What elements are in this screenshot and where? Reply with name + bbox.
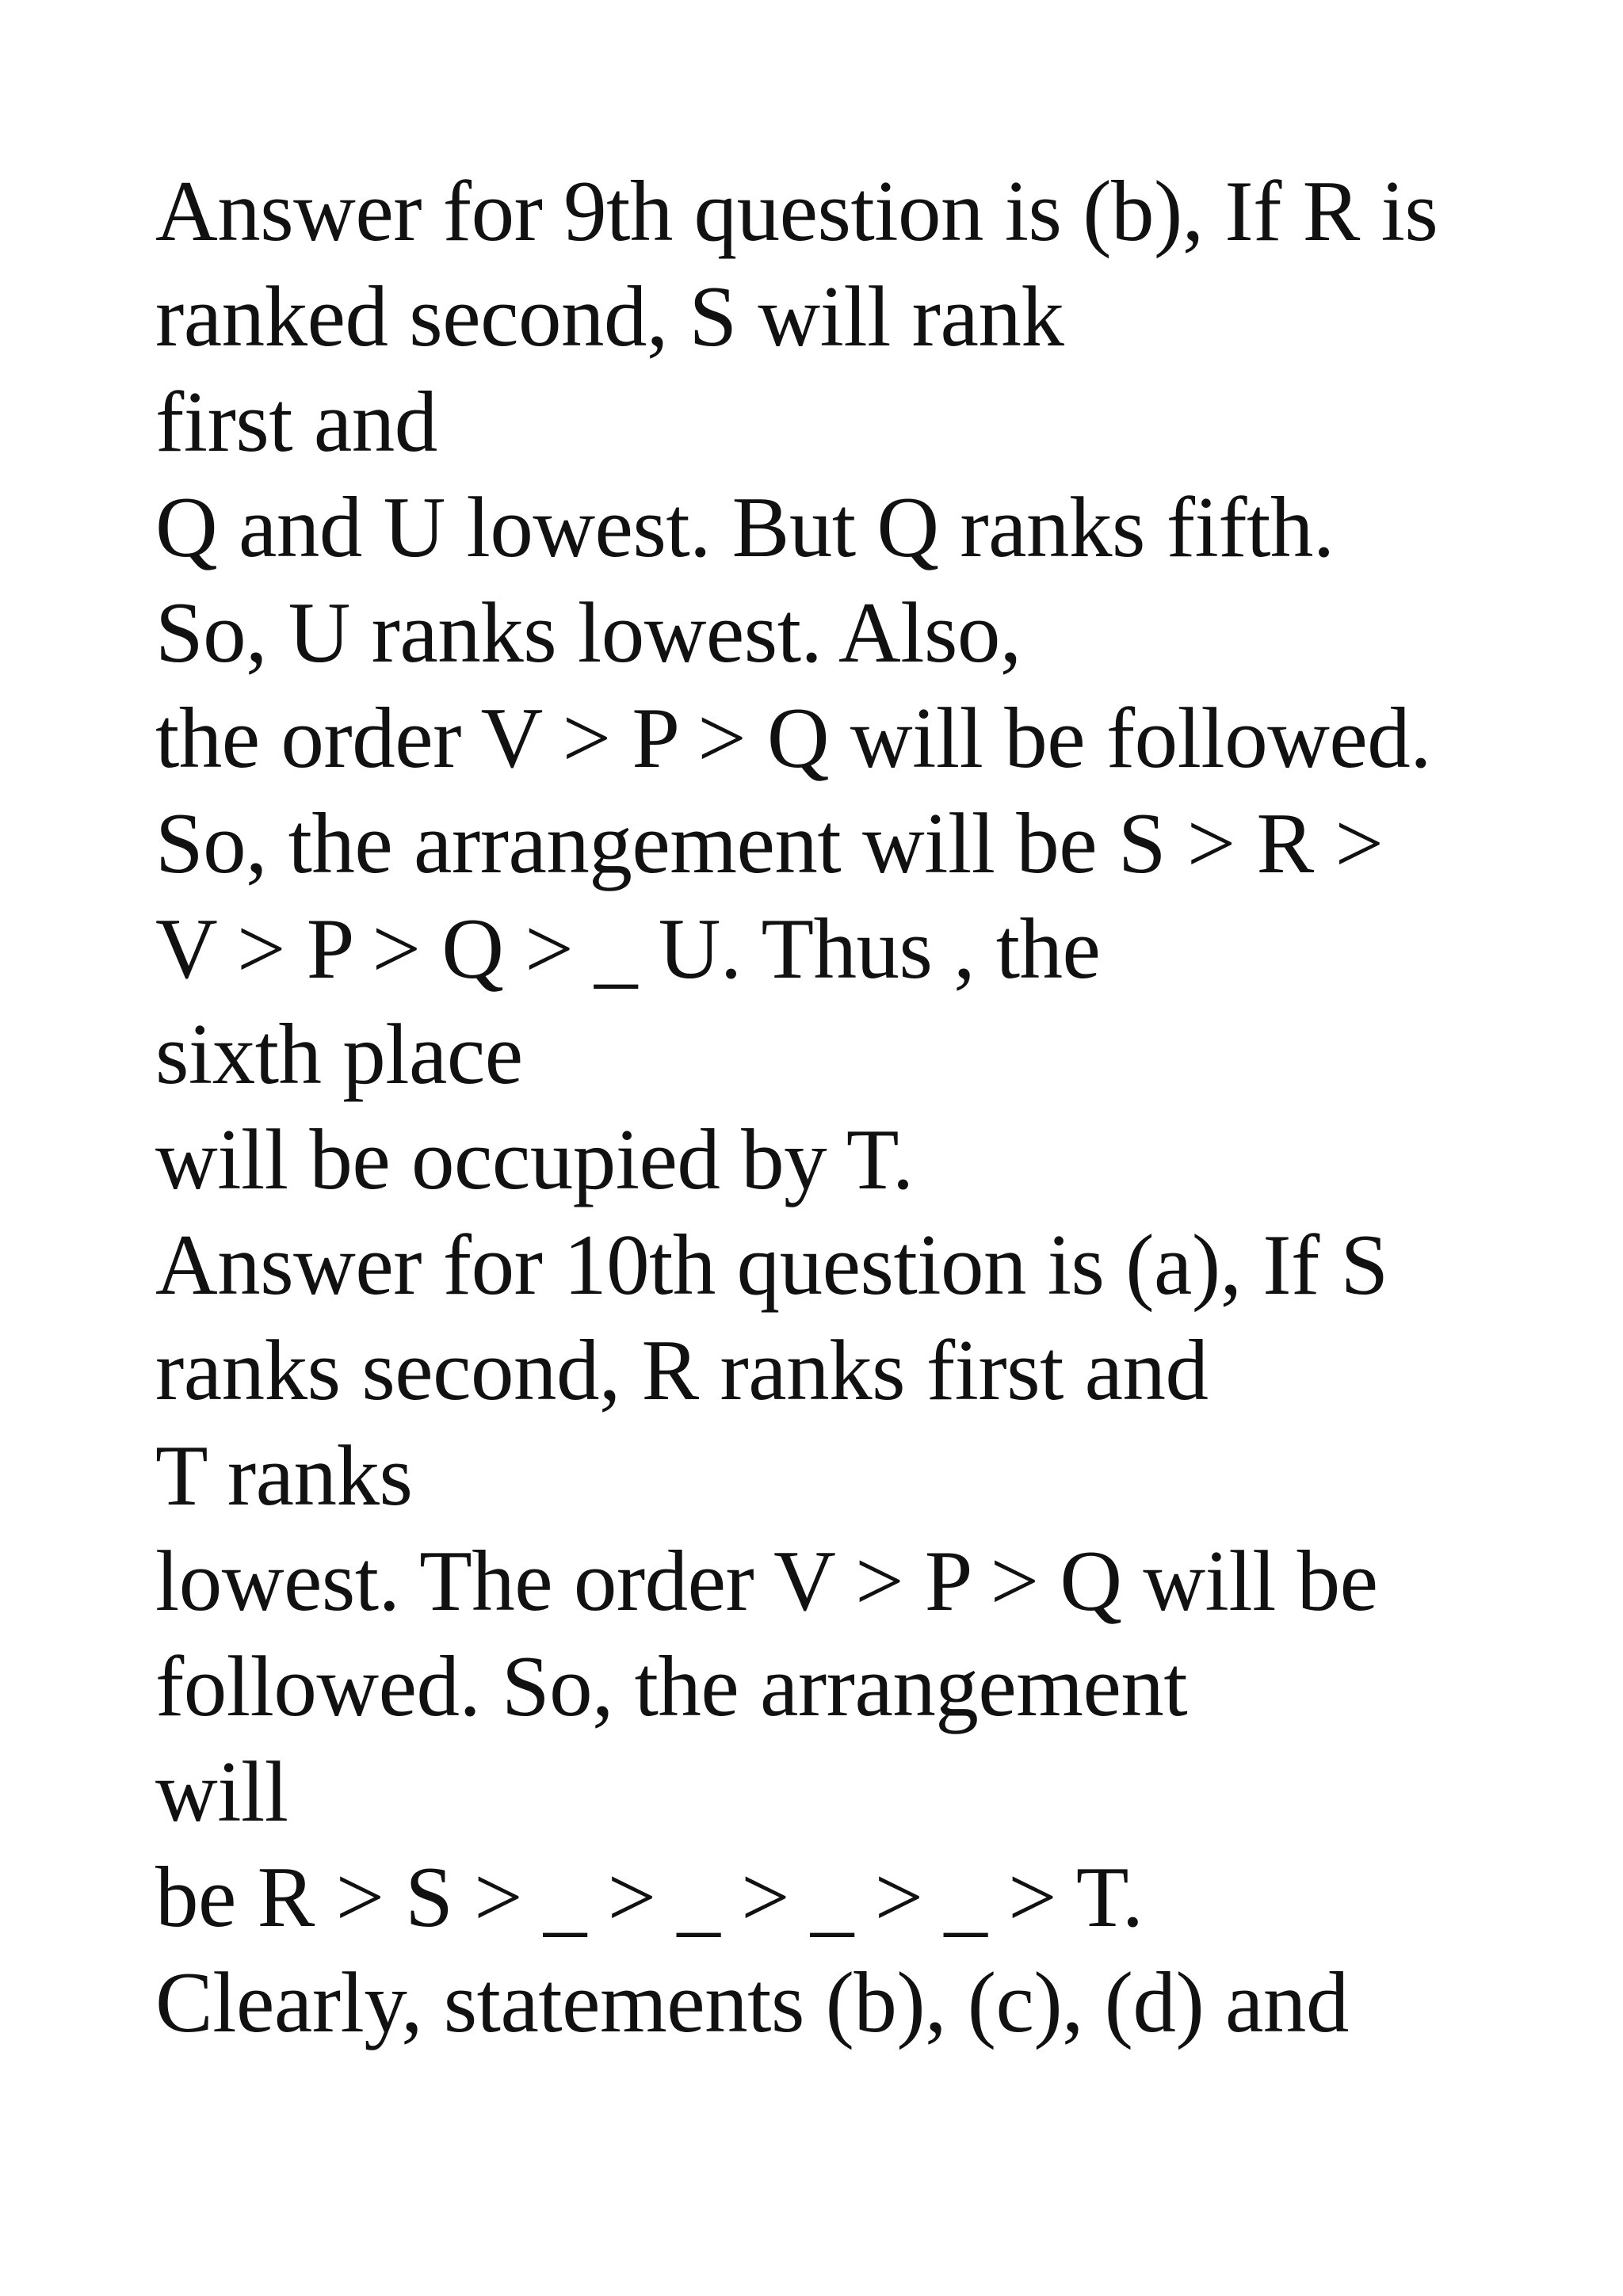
text-line: Answer for 10th question is (a), If S xyxy=(155,1217,1388,1313)
text-line: first and xyxy=(155,374,437,470)
text-line: T ranks xyxy=(155,1428,413,1524)
text-line: the order V > P > Q will be followed. xyxy=(155,690,1432,786)
text-line: So, U ranks lowest. Also, xyxy=(155,585,1022,681)
text-line: will xyxy=(155,1744,288,1840)
answer-text-block xyxy=(155,158,1582,2055)
text-line: Q and U lowest. But Q ranks fifth. xyxy=(155,479,1335,575)
text-line: followed. So, the arrangement xyxy=(155,1638,1188,1734)
text-line: lowest. The order V > P > Q will be xyxy=(155,1533,1378,1629)
text-line: will be occupied by T. xyxy=(155,1112,914,1207)
text-line: So, the arrangement will be S > R > xyxy=(155,795,1384,891)
text-line: Clearly, statements (b), (c), (d) and xyxy=(155,1955,1349,2050)
text-line: sixth place xyxy=(155,1006,523,1102)
text-line: V > P > Q > _ U. Thus , the xyxy=(155,901,1101,997)
text-line: ranked second, S will rank xyxy=(155,269,1064,364)
text-line: Answer for 9th question is (b), If R is xyxy=(155,163,1438,259)
text-line: ranks second, R ranks first and xyxy=(155,1322,1209,1418)
text-line: be R > S > _ > _ > _ > _ > T. xyxy=(155,1849,1144,1945)
